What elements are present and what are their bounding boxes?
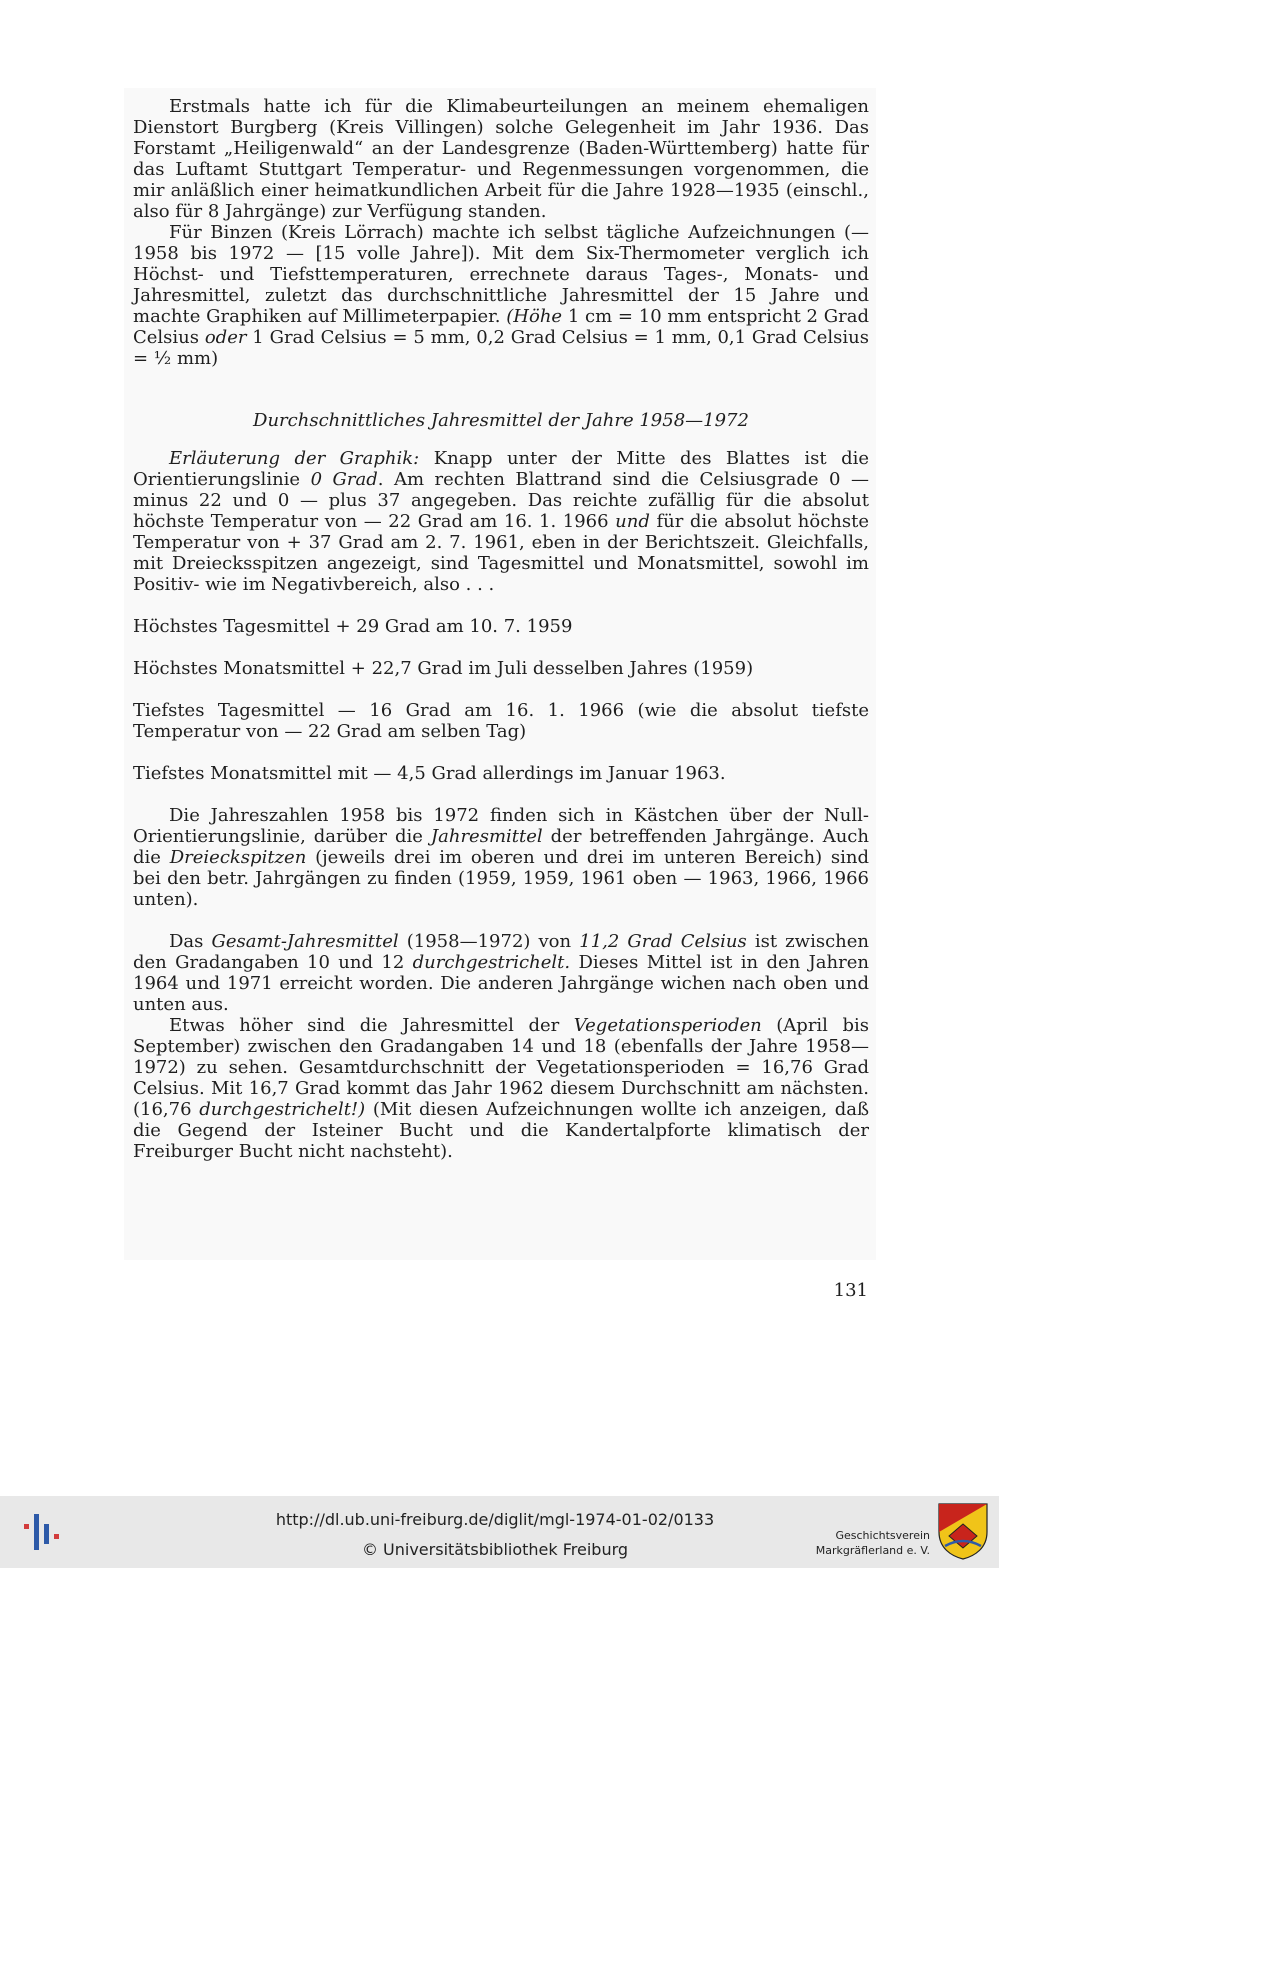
gesamt-text-1: Das [169,931,204,952]
jahreszahlen-text-3: (jeweils drei im oberen und drei im unteren Bereich) sind bei den betr. Jahrgängen zu finden (1959, 1959, 1961 oben — 1963, 1966, 1966 unten). [133,847,869,910]
paragraph-binzen [133,222,869,369]
null-grad: 0 Grad [310,469,378,490]
paragraph-jahreszahlen [133,805,869,910]
page-number: 131 [833,1280,868,1301]
society-name-line-1: Geschichtsverein [835,1529,930,1542]
society-name [780,1528,930,1558]
vegetation-text-1: Etwas höher sind die Jahresmittel der [169,1015,560,1036]
vegetation-text-3: (Mit diesen Aufzeichnungen wollte ich anzeigen, daß die Gegend der Isteiner Bucht und die Kandertalpforte klimatisch der Freiburger Bucht nicht nachsteht). [133,1099,869,1162]
erlaeuterung-label: Erläuterung der Graphik: [169,448,420,469]
durchgestrichelt-word: durchgestrichelt. [412,952,571,973]
jahreszahlen-text-1: Die Jahreszahlen 1958 bis 1972 finden sich in Kästchen über der Null-Orientierungslinie, darüber die [133,805,869,847]
erlaeuterung-text-1: Knapp unter der Mitte des Blattes ist die Orientierungslinie [133,448,869,490]
gesamt-word: Gesamt-Jahresmittel [211,931,399,952]
oder-word: oder [204,327,247,348]
durchgestrichelt-word-2: durchgestrichelt!) [199,1099,366,1120]
erlaeuterung-text-3: für die absolut höchste Temperatur von + 37 Grad am 2. 7. 1961, eben in der Berichtszeit. Gleichfalls, mit Dreiecksspitzen angezeigt, sind Tagesmittel und Monatsmittel, sowohl im Positiv- wie im Negativbereich, also . . . [133,511,870,595]
jahreszahlen-text-2: der betreffenden Jahrgänge. Auch die [133,826,869,868]
section-heading: Durchschnittliches Jahresmittel der Jahre 1958—1972 [253,410,749,431]
footer-url-link[interactable]: http://dl.ub.uni-freiburg.de/diglit/mgl-1974-01-02/0133 [275,1510,715,1529]
society-crest-icon [937,1502,989,1560]
jahresmittel-word: Jahresmittel [430,826,543,847]
gesamt-text-4: Dieses Mittel ist in den Jahren 1964 und 1971 erreicht worden. Die anderen Jahrgänge wichen nach oben und unten aus. [133,952,869,1015]
gesamt-text-3: ist zwischen den Gradangaben 10 und 12 [133,931,869,973]
dreieckspitzen-word: Dreieckspitzen [169,847,307,868]
footer-bar [0,1496,999,1568]
hoehe-text: 1 cm = 10 mm entspricht 2 Grad Celsius [133,306,869,348]
stat-tiefstes-monatsmittel: Tiefstes Monatsmittel mit — 4,5 Grad allerdings im Januar 1963. [133,763,726,784]
society-name-line-2: Markgräflerland e. V. [815,1544,930,1557]
binzen-text: Für Binzen (Kreis Lörrach) machte ich selbst tägliche Aufzeichnungen (— 1958 bis 1972 — [15 volle Jahre]). Mit dem Six-Thermometer verglich ich Höchst- und Tiefsttemperaturen, errechnete daraus Tages-, Monats- und Jahresmittel, zuletzt das durchschnittliche Jahresmittel der 15 Jahre und machte Graphiken auf Millimeterpapier. [133,222,869,327]
vegetation-text-2: (April bis September) zwischen den Gradangaben 14 und 18 (ebenfalls der Jahre 1958—1972) zu sehen. Gesamtdurchschnitt der Vegetationsperioden = 16,76 Grad Celsius. Mit 16,7 Grad kommt das Jahr 1962 diesem Durchschnitt am nächsten. (16,76 [133,1015,869,1120]
hoehe-end: 1 Grad Celsius = 5 mm, 0,2 Grad Celsius = 1 mm, 0,1 Grad Celsius = ½ mm) [133,327,869,369]
hoehe-label: (Höhe [506,306,563,327]
paragraph-intro: Erstmals hatte ich für die Klimabeurteilungen an meinem ehemaligen Dienstort Burgberg (Kreis Villingen) solche Gelegenheit im Jahr 1936. Das Forstamt „Heiligenwald“ an der Landesgrenze (Baden-Württemberg) hatte für das Luftamt Stuttgart Temperatur- und Regenmessungen vorgenommen, die mir anläßlich einer heimatkundlichen Arbeit für die Jahre 1928—1935 (einschl., also für 8 Jahrgänge) zur Verfügung standen. [133,96,869,222]
paragraph-erlaeuterung [133,448,869,595]
erlaeuterung-text-2: . Am rechten Blattrand sind die Celsiusgrade 0 — minus 22 und 0 — plus 37 angegeben. Das reichte zufällig für die absolut höchste Temperatur von — 22 Grad am 16. 1. 1966 [133,469,869,532]
stat-tiefstes-tagesmittel: Tiefstes Tagesmittel — 16 Grad am 16. 1. 1966 (wie die absolut tiefste Temperatur von — 22 Grad am selben Tag) [133,700,869,742]
stat-hoechstes-tagesmittel: Höchstes Tagesmittel + 29 Grad am 10. 7. 1959 [133,616,573,637]
grad-celsius-word: 11,2 Grad Celsius [579,931,747,952]
gesamt-text-2: (1958—1972) von [406,931,572,952]
footer-copyright: © Universitätsbibliothek Freiburg [361,1540,629,1559]
paragraph-vegetation [133,1015,869,1162]
page-text [133,96,869,1162]
library-logo-icon [16,1510,64,1554]
und-word: und [615,511,650,532]
vegetation-word: Vegetationsperioden [573,1015,762,1036]
paragraph-gesamt [133,931,869,1015]
stat-hoechstes-monatsmittel: Höchstes Monatsmittel + 22,7 Grad im Juli desselben Jahres (1959) [133,658,754,679]
